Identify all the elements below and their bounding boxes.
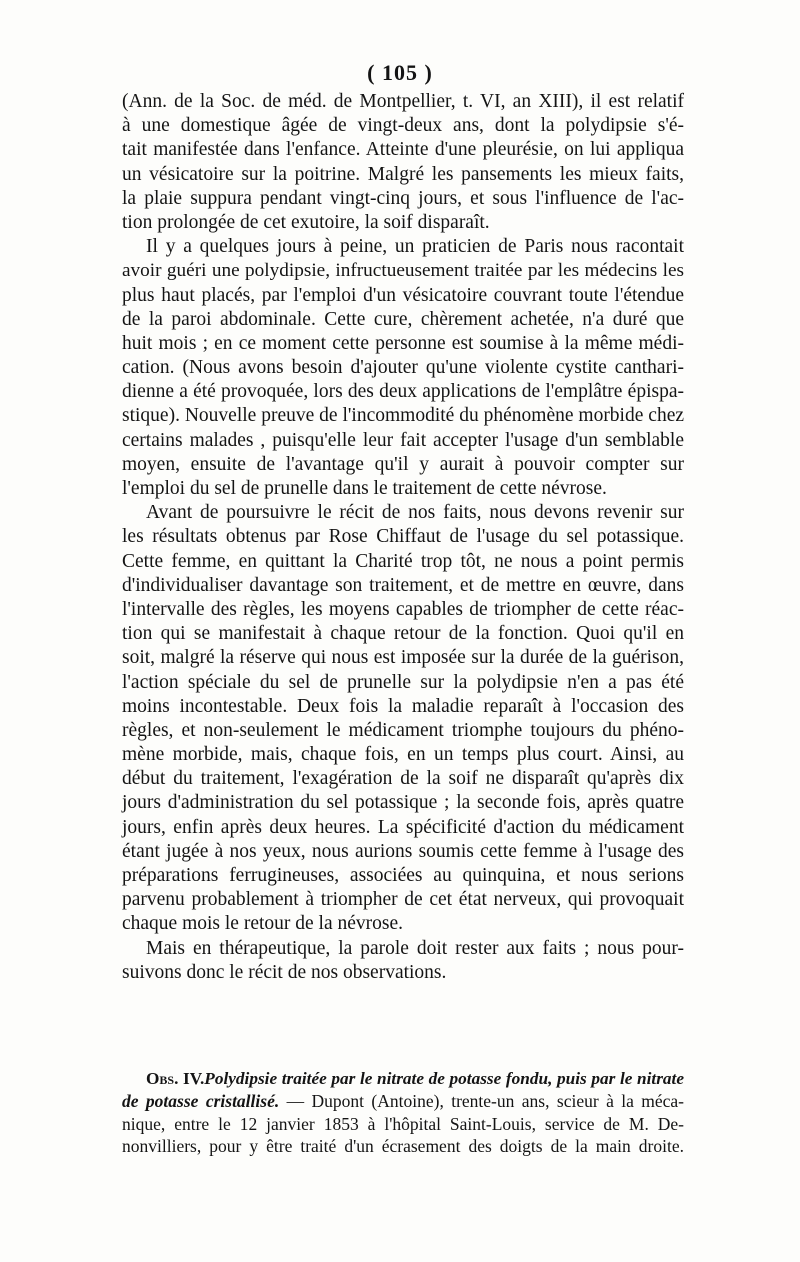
text-line: les résultats obtenus par Rose Chiffaut de l'usage du sel potassique.: [122, 526, 684, 548]
paragraph-3: [122, 501, 684, 936]
text-line: moyen, ensuite de l'avantage qu'il y aurait à pouvoir compter sur: [122, 453, 684, 475]
text-line: étant jugée à nos yeux, nous aurions soumis cette femme à l'usage des: [122, 840, 684, 862]
text-line: stique). Nouvelle preuve de l'incommodité du phénomène morbide chez: [122, 405, 684, 427]
observation-line: nique, entre le 12 janvier 1853 à l'hôpital Saint-Louis, service de M. De-: [122, 1113, 684, 1134]
text-line: règles, et non-seulement le médicament triomphe toujours du phéno-: [122, 719, 684, 741]
page-number: ( 105 ): [367, 60, 433, 85]
text-line: l'emploi du sel de prunelle dans le traitement de cette névrose.: [122, 478, 607, 499]
text-line: avoir guéri une polydipsie, infructueusement traitée par les médecins les: [122, 260, 684, 282]
body-text: [122, 90, 684, 985]
text-line: un vésicatoire sur la poitrine. Malgré les pansements les mieux faits,: [122, 163, 684, 185]
text-line: chaque mois le retour de la névrose.: [122, 913, 404, 935]
text-line: Il y a quelques jours à peine, un praticien de Paris nous racontait: [146, 236, 684, 258]
text-line: l'action spéciale du sel de prunelle sur la polydipsie n'en a pas été: [122, 671, 684, 693]
text-line: moins incontestable. Deux fois la maladie reparaît à l'occasion des: [122, 695, 684, 717]
text-line: plus haut placés, par l'emploi d'un vésicatoire couvrant toute l'étendue: [122, 284, 684, 306]
observation-text: — Dupont (Antoine), trente-un ans, scieur à la méca-: [279, 1091, 684, 1112]
text-line: la plaie suppura pendant vingt-cinq jours, et sous l'influence de l'ac-: [122, 187, 684, 209]
text-line: (Ann. de la Soc. de méd. de Montpellier, t. VI, an XIII), il est relatif: [122, 91, 684, 112]
text-line: d'individualiser davantage son traitement, et de mettre en œuvre, dans: [122, 574, 684, 596]
text-line: préparations ferrugineuses, associées au quinquina, et nous serions: [122, 865, 684, 886]
text-line: tion qui se manifestait à chaque retour de la fonction. Quoi qu'il en: [122, 623, 684, 645]
text-line: Cette femme, en quittant la Charité trop tôt, ne nous a point permis: [122, 550, 684, 572]
text-line: parvenu probablement à triompher de cet état nerveux, qui provoquait: [122, 889, 684, 911]
text-line: soit, malgré la réserve qui nous est imposée sur la durée de la guérison,: [122, 647, 684, 669]
text-line: tion prolongée de cet exutoire, la soif disparaît.: [122, 211, 490, 233]
text-line: Mais en thérapeutique, la parole doit rester aux faits ; nous pour-: [146, 937, 684, 959]
text-line: jours, enfin après deux heures. La spécificité d'action du médicament: [122, 816, 684, 838]
text-line: de la paroi abdominale. Cette cure, chèrement achetée, n'a duré que: [122, 308, 684, 330]
text-line: jours d'administration du sel potassique ; la seconde fois, après quatre: [122, 792, 684, 814]
observation-block: [122, 1068, 684, 1158]
observation-title-continued: de potasse cristallisé.: [122, 1091, 280, 1112]
observation-heading: [122, 1068, 684, 1090]
text-line: dienne a été provoquée, lors des deux applications de l'emplâtre épispa-: [122, 381, 684, 403]
text-line: cation. (Nous avons besoin d'ajouter qu'une violente cystite canthari-: [122, 357, 684, 379]
text-line: tait manifestée dans l'enfance. Atteinte d'une pleurésie, on lui appliqua: [122, 139, 684, 161]
observation-label: Obs. IV.: [146, 1069, 205, 1088]
paragraph-1: [122, 90, 684, 235]
observation-title: Polydipsie traitée par le nitrate de potasse fondu, puis par le nitrate: [204, 1069, 684, 1088]
paragraph-2: [122, 235, 684, 501]
text-line: certains malades , puisqu'elle leur fait accepter l'usage d'un semblable: [122, 429, 684, 451]
observation-line: [122, 1090, 684, 1112]
paragraph-4: [122, 937, 684, 985]
text-line: huit mois ; en ce moment cette personne est soumise à la même médi-: [122, 332, 684, 354]
text-line: à une domestique âgée de vingt-deux ans, dont la polydipsie s'é-: [122, 115, 684, 137]
text-line: mène morbide, mais, chaque fois, en un temps plus court. Ainsi, au: [122, 744, 684, 766]
text-line: Avant de poursuivre le récit de nos faits, nous devons revenir sur: [146, 502, 684, 524]
observation-line: nonvilliers, pour y être traité d'un écrasement des doigts de la main droite.: [122, 1136, 684, 1157]
text-line: l'intervalle des règles, les moyens capables de triompher de cette réac-: [122, 598, 684, 620]
text-line: début du traitement, l'exagération de la soif ne disparaît qu'après dix: [122, 768, 684, 790]
text-line: suivons donc le récit de nos observations.: [122, 961, 447, 983]
